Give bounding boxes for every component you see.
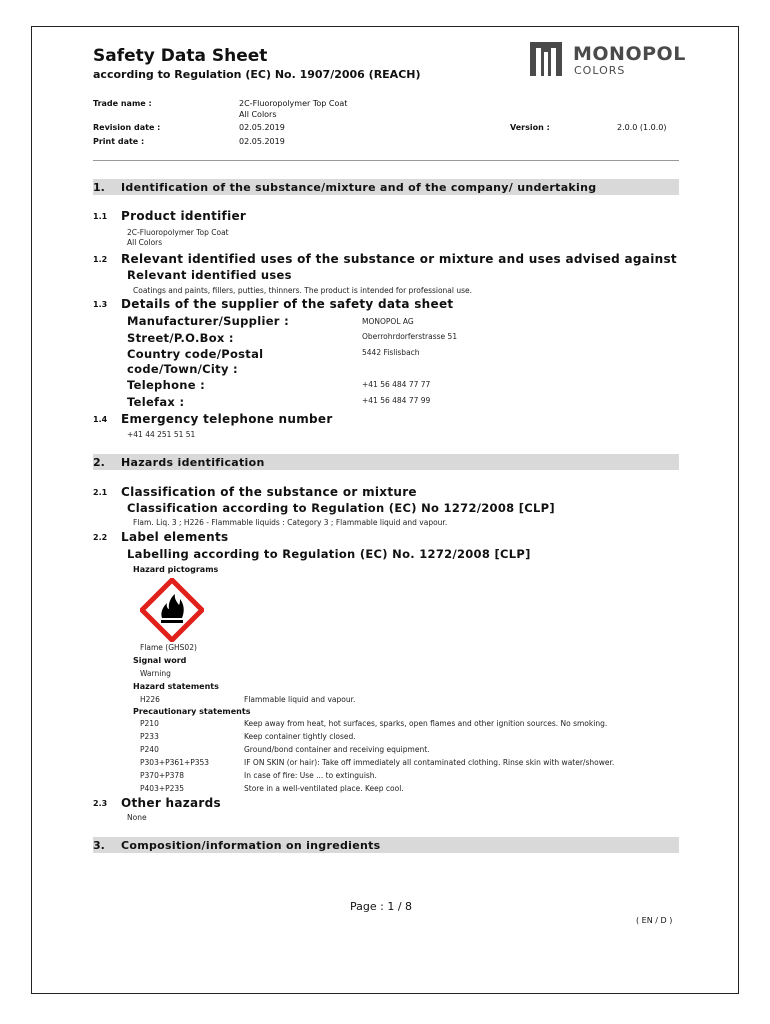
document-subtitle: according to Regulation (EC) No. 1907/2006 (REACH)	[93, 68, 421, 81]
hazard-code: H226	[140, 695, 160, 704]
trade-name-value-2: All Colors	[239, 110, 277, 119]
signal-word-value: Warning	[140, 669, 171, 678]
flame-pictogram-icon	[140, 578, 204, 642]
section-2-header	[93, 454, 679, 470]
other-hazards-value: None	[127, 813, 147, 822]
print-date-label: Print date :	[93, 137, 145, 146]
revision-date-label: Revision date :	[93, 123, 161, 132]
subsection-title: Details of the supplier of the safety data sheet	[121, 297, 454, 311]
identified-uses-text: Coatings and paints, fillers, putties, thinners. The product is intended for professional use.	[133, 286, 473, 295]
country-label: Country code/Postal	[127, 347, 264, 361]
header-divider	[93, 160, 679, 161]
subsection-subtitle: Classification according to Regulation (EC) No 1272/2008 [CLP]	[127, 501, 555, 515]
precaution-text: In case of fire: Use ... to extinguish.	[244, 771, 377, 780]
revision-date-value: 02.05.2019	[239, 123, 285, 132]
subsection-number: 1.4	[93, 415, 108, 424]
page-number: Page : 1 / 8	[350, 900, 413, 913]
pictogram-caption: Flame (GHS02)	[140, 643, 197, 652]
precaution-text: Store in a well-ventilated place. Keep cool.	[244, 784, 404, 793]
section-title: Identification of the substance/mixture and of the company/ undertaking	[121, 181, 597, 194]
subsection-number: 2.2	[93, 533, 108, 542]
country-label-cont: code/Town/City :	[127, 362, 238, 376]
emergency-phone: +41 44 251 51 51	[127, 430, 196, 439]
precaution-code: P210	[140, 719, 159, 728]
logo-subtitle: COLORS	[574, 64, 626, 77]
street-label: Street/P.O.Box :	[127, 331, 234, 345]
subsection-number: 2.1	[93, 488, 108, 497]
product-variant: All Colors	[127, 238, 163, 247]
section-3-header	[93, 837, 679, 853]
pictograms-label: Hazard pictograms	[133, 565, 219, 574]
country-value: 5442 Fislisbach	[362, 348, 420, 357]
telephone-label: Telephone :	[127, 378, 206, 392]
telephone-value: +41 56 484 77 77	[362, 380, 431, 389]
section-number: 3.	[93, 839, 105, 852]
precaution-code: P233	[140, 732, 159, 741]
section-title: Composition/information on ingredients	[121, 839, 381, 852]
hazard-text: Flammable liquid and vapour.	[244, 695, 356, 704]
subsection-title: Label elements	[121, 530, 229, 544]
signal-word-label: Signal word	[133, 656, 187, 665]
subsection-title: Emergency telephone number	[121, 412, 333, 426]
document-title: Safety Data Sheet	[93, 46, 268, 66]
subsection-number: 1.3	[93, 300, 108, 309]
precaution-code: P303+P361+P353	[140, 758, 210, 767]
precaution-code: P403+P235	[140, 784, 184, 793]
trade-name-value-1: 2C-Fluoropolymer Top Coat	[239, 99, 348, 108]
telefax-value: +41 56 484 77 99	[362, 396, 431, 405]
subsection-title: Other hazards	[121, 796, 221, 810]
language-code: ( EN / D )	[636, 916, 673, 925]
trade-name-label: Trade name :	[93, 99, 152, 108]
street-value: Oberrohrdorferstrasse 51	[362, 332, 458, 341]
logo-name: MONOPOL	[573, 43, 686, 65]
version-label: Version :	[510, 123, 550, 132]
version-value: 2.0.0 (1.0.0)	[617, 123, 667, 132]
product-name: 2C-Fluoropolymer Top Coat	[127, 228, 229, 237]
manufacturer-label: Manufacturer/Supplier :	[127, 314, 289, 328]
precaution-text: Keep container tightly closed.	[244, 732, 356, 741]
precaution-code: P240	[140, 745, 159, 754]
subsection-subtitle: Labelling according to Regulation (EC) No. 1272/2008 [CLP]	[127, 547, 531, 561]
subsection-subtitle: Relevant identified uses	[127, 268, 292, 282]
hazard-statements-label: Hazard statements	[133, 682, 219, 691]
subsection-number: 2.3	[93, 799, 108, 808]
precaution-text: Keep away from heat, hot surfaces, sparks, open flames and other ignition sources. No smoking.	[244, 719, 608, 728]
logo-mark-icon	[530, 42, 562, 76]
telefax-label: Telefax :	[127, 395, 185, 409]
subsection-number: 1.1	[93, 212, 108, 221]
precaution-text: IF ON SKIN (or hair): Take off immediately all contaminated clothing. Rinse skin with water/shower.	[244, 758, 615, 767]
print-date-value: 02.05.2019	[239, 137, 285, 146]
section-number: 2.	[93, 456, 105, 469]
section-title: Hazards identification	[121, 456, 265, 469]
subsection-number: 1.2	[93, 255, 108, 264]
precautionary-label: Precautionary statements	[133, 707, 251, 716]
precaution-code: P370+P378	[140, 771, 184, 780]
subsection-title: Classification of the substance or mixture	[121, 485, 417, 499]
section-number: 1.	[93, 181, 105, 194]
subsection-title: Product identifier	[121, 209, 247, 223]
subsection-title: Relevant identified uses of the substance or mixture and uses advised against	[121, 252, 677, 266]
precaution-text: Ground/bond container and receiving equipment.	[244, 745, 430, 754]
classification-text: Flam. Liq. 3 ; H226 - Flammable liquids : Category 3 ; Flammable liquid and vapour.	[133, 518, 448, 527]
section-1-header	[93, 179, 679, 195]
manufacturer-value: MONOPOL AG	[362, 317, 414, 326]
